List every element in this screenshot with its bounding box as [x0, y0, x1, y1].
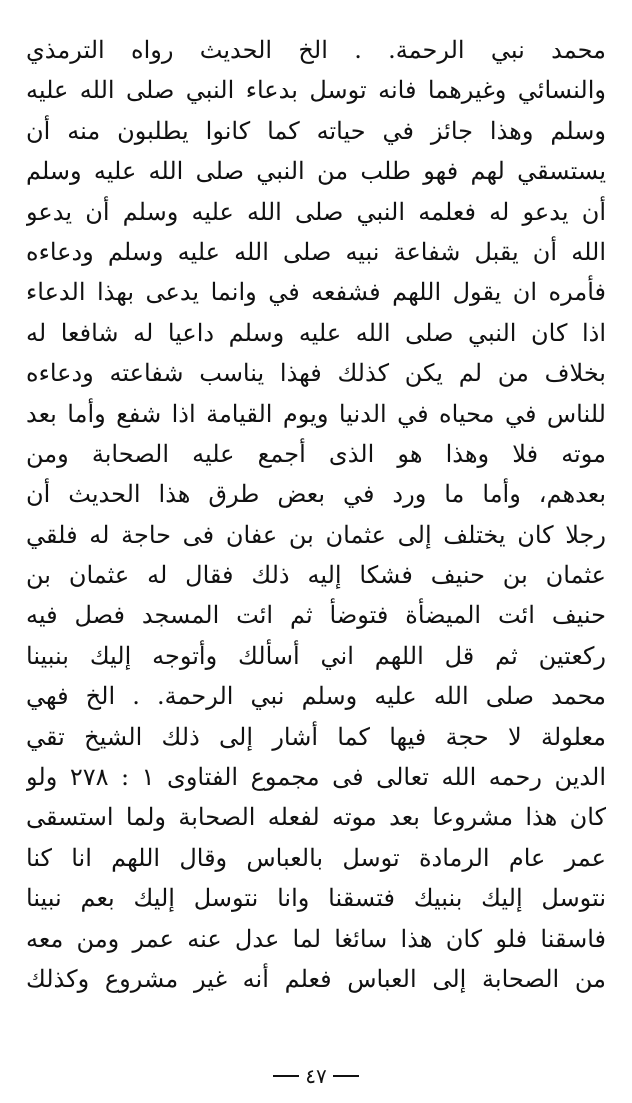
page-footer [0, 1062, 632, 1088]
text-line: أن يدعو له فعلمه النبي صلى الله عليه وسلم أن يدعو [26, 197, 606, 226]
text-line: عثمان بن حنيف فشكا إليه ذلك فقال له عثمان بن [26, 561, 606, 590]
text-line: محمد صلى الله عليه وسلم نبي الرحمة. . الخ فهي [26, 682, 606, 711]
ornament-left [273, 1075, 299, 1077]
text-line: معلولة لا حجة فيها كما أشار إلى ذلك الشيخ تقي [26, 722, 606, 751]
text-line: فأمره ان يقول اللهم فشفعه في وانما يدعى بهذا الدعاء [26, 278, 606, 307]
text-line: محمد نبي الرحمة. . الخ الحديث رواه الترمذي [26, 36, 606, 64]
text-line: ركعتين ثم قل اللهم اني أسألك وأتوجه إليك بنبينا [26, 641, 606, 670]
text-line: عمر عام الرمادة توسل بالعباس وقال اللهم انا كنا [26, 843, 606, 872]
ornament-right [333, 1075, 359, 1077]
text-line: وسلم وهذا جائز في حياته كما كانوا يطلبون منه أن [26, 116, 606, 145]
text-line: اذا كان النبي صلى الله عليه وسلم داعيا له شافعا له [26, 318, 606, 347]
text-line: والنسائي وغيرهما فانه توسل بدعاء النبي صلى الله عليه [26, 76, 606, 105]
text-line: حنيف ائت الميضأة فتوضأ ثم ائت المسجد فصل فيه [26, 601, 606, 630]
text-line: للناس في محياه في الدنيا ويوم القيامة اذا شفع وأما بعد [26, 399, 606, 428]
page-number: ٤٧ [305, 1063, 327, 1088]
body-text [26, 30, 606, 999]
text-line: بعدهم، وأما ما ورد في بعض طرق هذا الحديث أن [26, 480, 606, 509]
text-line: موته فلا وهذا هو الذى أجمع عليه الصحابة ومن [26, 439, 606, 468]
text-line: الدين رحمه الله تعالى فى مجموع الفتاوى ١ : ٢٧٨ ولو [26, 763, 606, 792]
text-line: فاسقنا فلو كان هذا سائغا لما عدل عنه عمر ومن معه [26, 924, 606, 953]
text-line: من الصحابة إلى العباس فعلم أنه غير مشروع وكذلك [26, 964, 606, 993]
text-line: يستسقي لهم فهو طلب من النبي صلى الله عليه وسلم [26, 157, 606, 186]
text-line: رجلا كان يختلف إلى عثمان بن عفان فى حاجة له فلقي [26, 520, 606, 549]
text-line: الله أن يقبل شفاعة نبيه صلى الله عليه وسلم ودعاءه [26, 237, 606, 266]
text-line: نتوسل إليك بنبيك فتسقنا وانا نتوسل إليك بعم نبينا [26, 884, 606, 913]
text-line: كان هذا مشروعا بعد موته لفعله الصحابة ولما استسقى [26, 803, 606, 832]
text-line: بخلاف من لم يكن كذلك فهذا يناسب شفاعته ودعاءه [26, 359, 606, 388]
